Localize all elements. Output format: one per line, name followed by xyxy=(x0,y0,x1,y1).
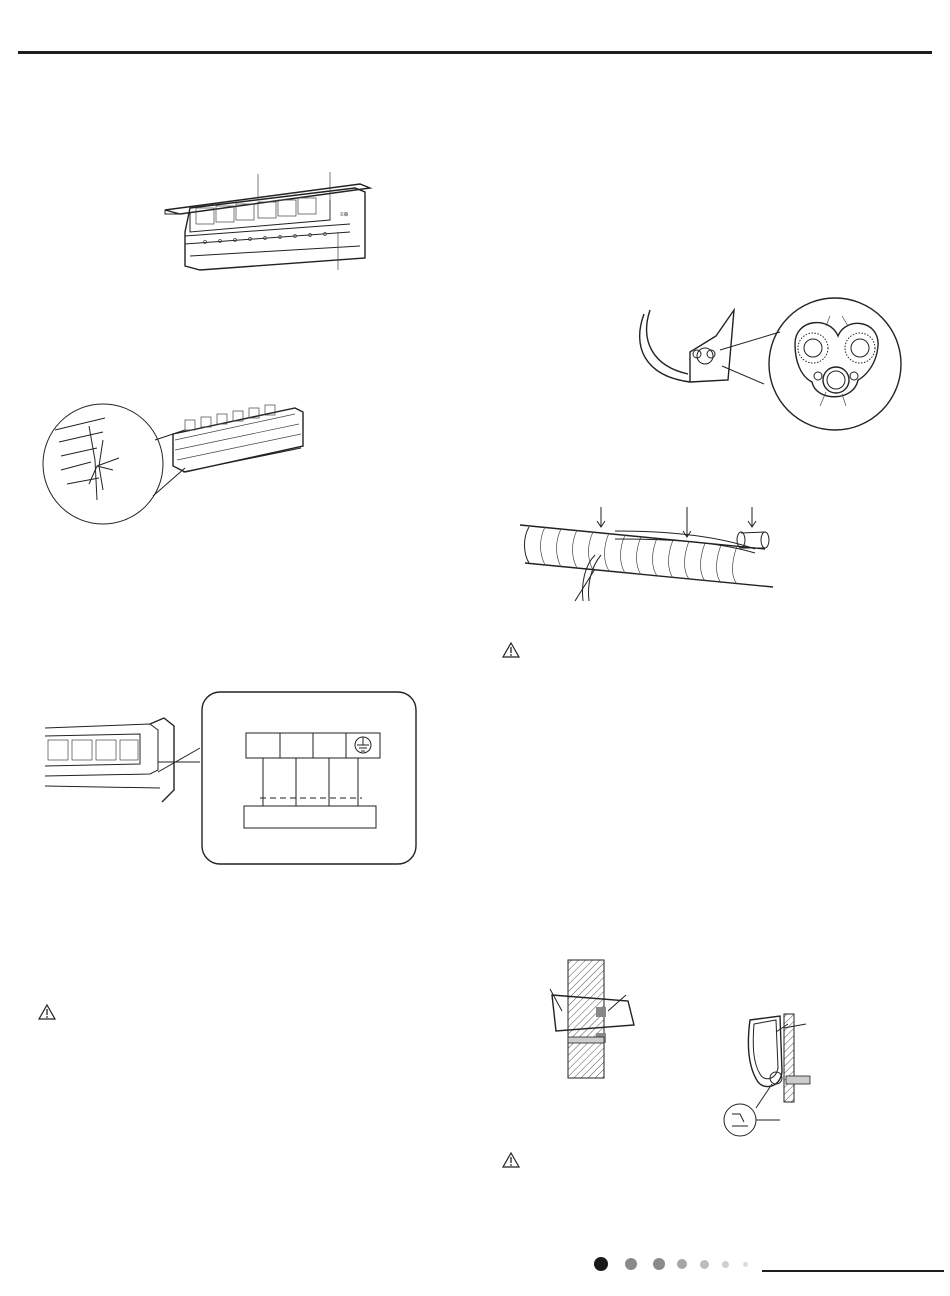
figure-terminal-block-callout xyxy=(40,690,420,865)
page-dot xyxy=(743,1262,748,1267)
figure-wall-hole-sealing xyxy=(548,955,638,1080)
page-dot xyxy=(700,1260,709,1269)
footer-rule xyxy=(762,1270,944,1272)
page-dot xyxy=(677,1259,687,1269)
page-dot xyxy=(653,1258,665,1270)
warning-triangle-icon xyxy=(502,1152,520,1168)
warning-triangle-icon xyxy=(502,642,520,658)
page-dot-current xyxy=(594,1257,608,1271)
figure-unit-side-drain xyxy=(720,1010,820,1145)
svg-text:≡⊕: ≡⊕ xyxy=(340,212,349,218)
warning-triangle-icon xyxy=(38,1004,56,1020)
page-dot xyxy=(625,1258,637,1270)
figure-indoor-unit-panel-open xyxy=(160,170,380,280)
figure-pipe-cross-section xyxy=(630,296,905,436)
header-rule xyxy=(18,51,932,54)
page-dot xyxy=(722,1261,729,1268)
figure-pipe-wrapping xyxy=(515,505,780,605)
figure-unit-wiring-magnified xyxy=(45,400,315,530)
